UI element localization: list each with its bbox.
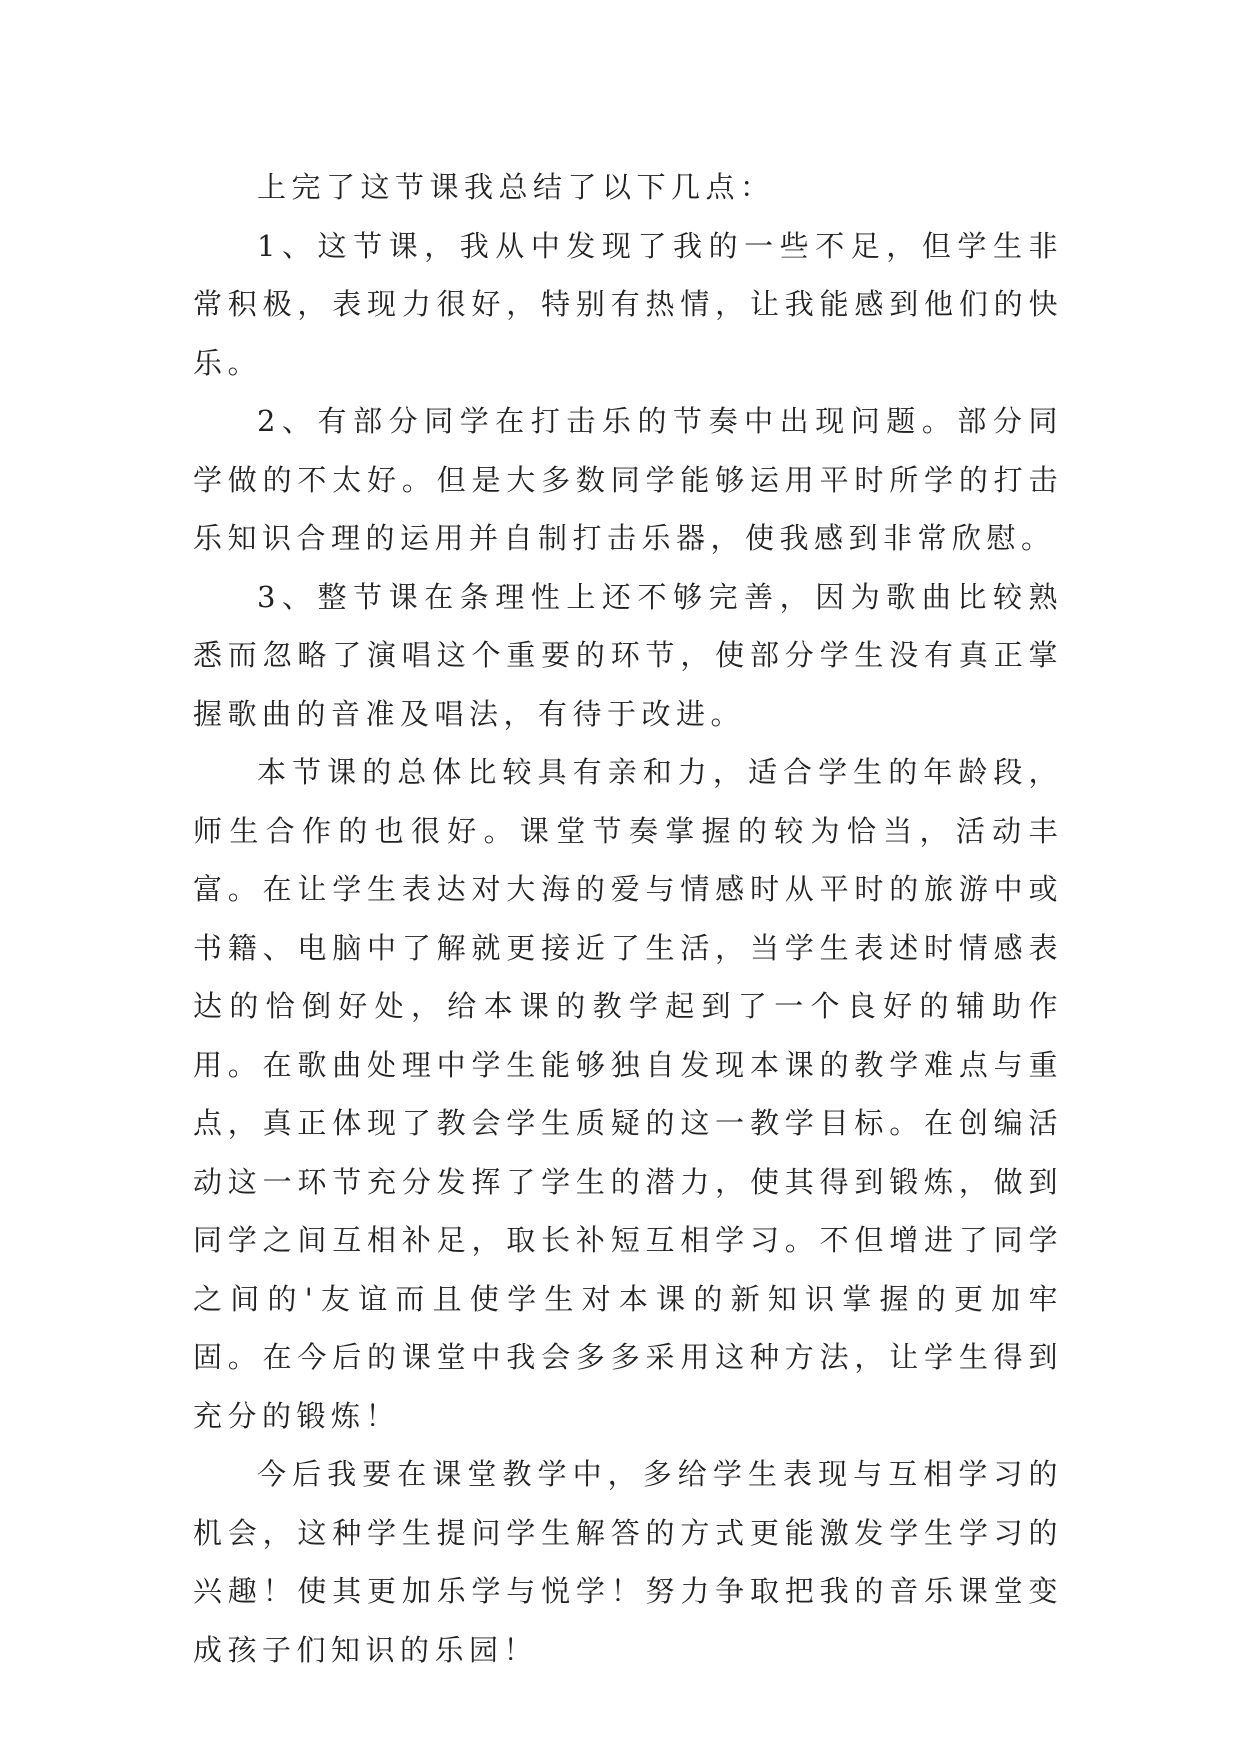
paragraph-point-3: 3、整节课在条理性上还不够完善，因为歌曲比较熟悉而忽略了演唱这个重要的环节，使部分学生没有真正掌握歌曲的音准及唱法，有待于改进。 bbox=[193, 579, 1063, 731]
document-body bbox=[193, 158, 1063, 1679]
paragraph-future-plan: 今后我要在课堂教学中，多给学生表现与互相学习的机会，这种学生提问学生解答的方式更能激发学生学习的兴趣！使其更加乐学与悦学！努力争取把我的音乐课堂变成孩子们知识的乐园！ bbox=[193, 1457, 1063, 1667]
paragraph-summary-intro: 上完了这节课我总结了以下几点： bbox=[257, 170, 775, 204]
paragraph-point-1: 1、这节课，我从中发现了我的一些不足，但学生非常积极，表现力很好，特别有热情，让我能感到他们的快乐。 bbox=[193, 228, 1063, 380]
paragraph-point-2: 2、有部分同学在打击乐的节奏中出现问题。部分同学做的不太好。但是大多数同学能够运用平时所学的打击乐知识合理的运用并自制打击乐器，使我感到非常欣慰。 bbox=[193, 404, 1063, 555]
paragraph-overall-evaluation: 本节课的总体比较具有亲和力，适合学生的年龄段，师生合作的也很好。课堂节奏掌握的较为恰当，活动丰富。在让学生表达对大海的爱与情感时从平时的旅游中或书籍、电脑中了解就更接近了生活，当学生表述时情感表达的恰倒好处，给本课的教学起到了一个良好的辅助作用。在歌曲处理中学生能够独自发现本课的教学难点与重点，真正体现了教会学生质疑的这一教学目标。在创编活动这一环节充分发挥了学生的潜力，使其得到锻炼，做到同学之间互相补足，取长补短互相学习。不但增进了同学之间的'友谊而且使学生对本课的新知识掌握的更加牢固。在今后的课堂中我会多多采用这种方法，让学生得到充分的锻炼！ bbox=[193, 755, 1063, 1433]
